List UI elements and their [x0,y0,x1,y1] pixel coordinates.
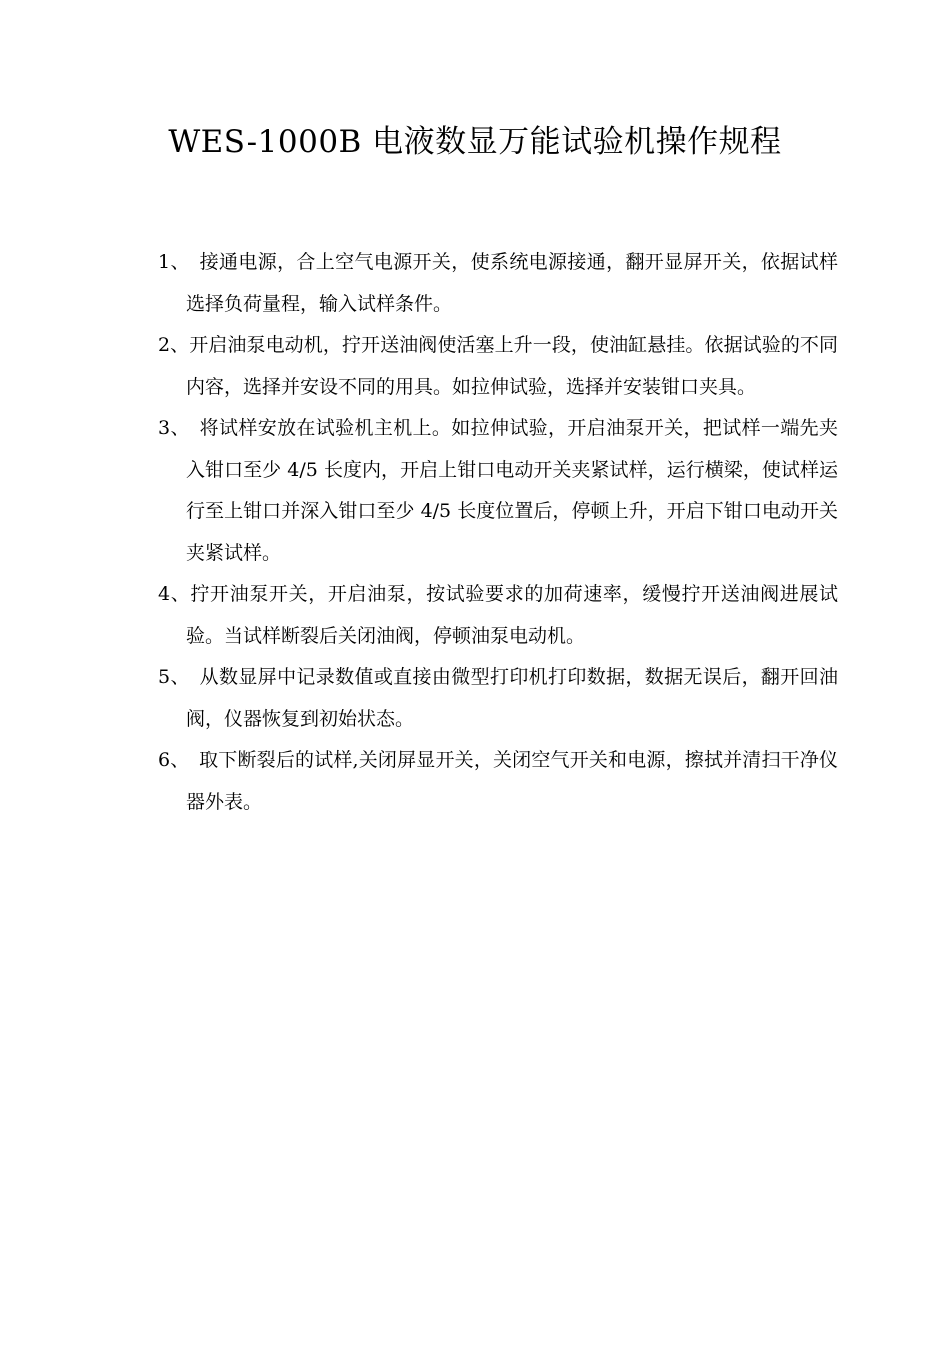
document-title: WES-1000B 电液数显万能试验机操作规程 [168,124,782,160]
step-2 [158,325,838,408]
step-3 [158,408,838,574]
procedure-steps [158,242,838,823]
step-6 [158,740,838,823]
step-number: 1、 [158,251,181,273]
step-number: 3、 [158,417,181,439]
step-text: 开启油泵电动机，拧开送油阀使活塞上升一段，使油缸悬挂。依据试验的不同内容，选择并安设不同的用具。如拉伸试验，选择并安装钳口夹具。 [186,334,838,398]
step-text: 接通电源，合上空气电源开关，使系统电源接通，翻开显屏开关，依据试样选择负荷量程，输入试样条件。 [180,251,838,315]
step-number: 5、 [158,666,181,688]
step-text: 取下断裂后的试样,关闭屏显开关，关闭空气开关和电源，擦拭并清扫干净仪器外表。 [179,749,839,813]
step-text: 从数显屏中记录数值或直接由微型打印机打印数据，数据无误后，翻开回油阀，仪器恢复到初始状态。 [180,666,838,730]
step-number: 2、 [158,334,190,356]
step-4 [158,574,838,657]
step-1 [158,242,838,325]
step-5 [158,657,838,740]
step-text: 拧开油泵开关，开启油泵，按试验要求的加荷速率，缓慢拧开送油阀进展试验。当试样断裂后关闭油阀，停顿油泵电动机。 [186,583,838,647]
step-text: 将试样安放在试验机主机上。如拉伸试验，开启油泵开关，把试样一端先夹入钳口至少 4/5 长度内，开启上钳口电动开关夹紧试样，运行横梁，使试样运行至上钳口并深入钳口至少 4/5 长度位置后，停顿上升，开启下钳口电动开关夹紧试样。 [180,417,838,564]
step-number: 4、 [158,583,191,605]
step-number: 6、 [158,749,180,771]
